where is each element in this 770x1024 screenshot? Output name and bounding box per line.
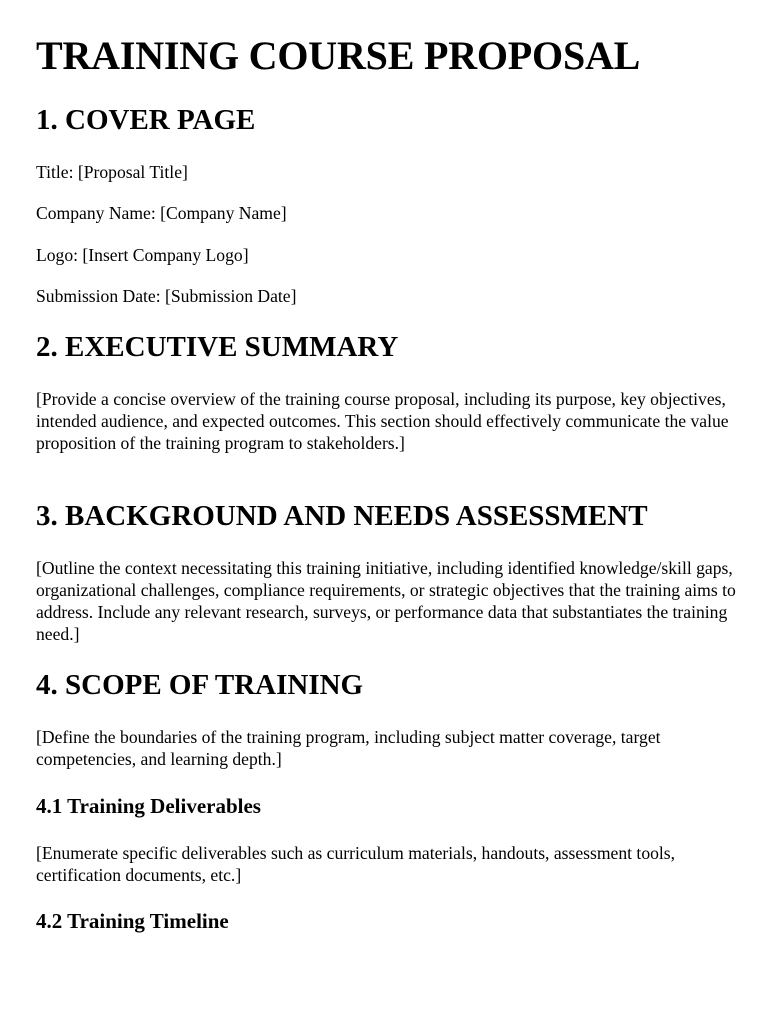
cover-field-company-name: Company Name: [Company Name] (36, 203, 287, 223)
timeline-heading: 4.2 Training Timeline (36, 909, 229, 933)
executive-summary-body: [Provide a concise overview of the training course proposal, including its purpose, key objectives, intended audience, and expected outcomes. This section should effectively communicate the value proposition of the training program to stakeholders.] (36, 389, 729, 453)
scope-body: [Define the boundaries of the training program, including subject matter coverage, target competencies, and learning depth.] (36, 727, 661, 769)
cover-field-logo: Logo: [Insert Company Logo] (36, 245, 249, 265)
background-body: [Outline the context necessitating this training initiative, including identified knowledge/skill gaps, organizational challenges, compliance requirements, or strategic objectives that the training aims to address. Include any relevant research, surveys, or performance data that substantiates the training need.] (36, 558, 736, 644)
cover-field-submission-date: Submission Date: [Submission Date] (36, 286, 297, 306)
executive-summary-heading: 2. EXECUTIVE SUMMARY (36, 331, 399, 363)
deliverables-heading: 4.1 Training Deliverables (36, 794, 261, 818)
scope-heading: 4. SCOPE OF TRAINING (36, 669, 364, 701)
cover-page-heading: 1. COVER PAGE (36, 104, 256, 136)
background-heading: 3. BACKGROUND AND NEEDS ASSESSMENT (36, 500, 648, 532)
deliverables-body: [Enumerate specific deliverables such as curriculum materials, handouts, assessment tools, certification documents, etc.] (36, 843, 676, 885)
document-title: TRAINING COURSE PROPOSAL (36, 33, 641, 78)
cover-field-title: Title: [Proposal Title] (36, 162, 188, 182)
